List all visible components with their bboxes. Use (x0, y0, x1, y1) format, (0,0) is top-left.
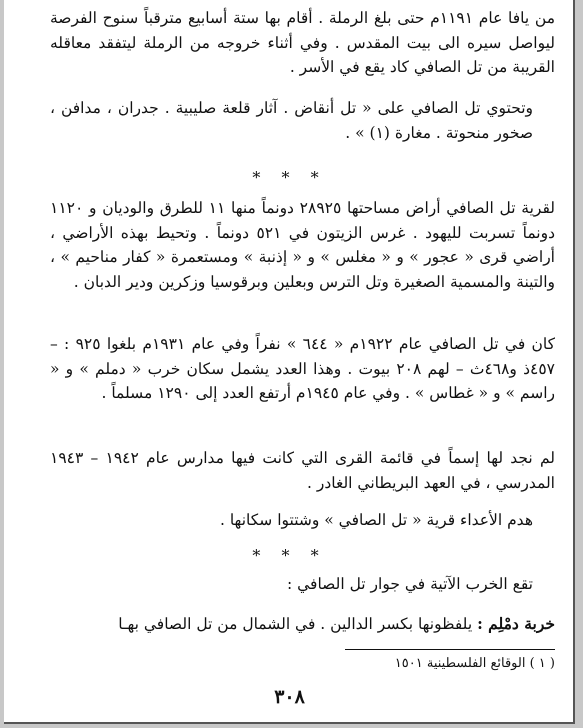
paragraph-5-text: لم نجد لها إسماً في قائمة القرى التي كانت فيها مدارس عام ١٩٤٢ – ١٩٤٣ المدرسي ، في العهد البريطاني الغادر . (50, 449, 555, 492)
ruin-name-heading: خربة دمْلِم : (477, 614, 555, 633)
paragraph-7-text: تقع الخرب الآتية في جوار تل الصافي : (286, 575, 533, 593)
paragraph-4 (50, 332, 555, 406)
paragraph-3 (50, 196, 555, 294)
ruin-description: يلفظونها بكسر الدالين . في الشمال من تل الصافي بهـا (118, 615, 478, 633)
paragraph-2-text: وتحتوي تل الصافي على « تل أنقاض . آثار قلعة صليبية . جدران ، مدافن ، صخور منحوتة . مغارة (١) » . (50, 99, 533, 142)
paragraph-8 (50, 612, 555, 637)
paragraph-4-text: كان في تل الصافي عام ١٩٢٢م « ٦٤٤ » نفراً وفي عام ١٩٣١م بلغوا ٩٢٥ : – ٤٥٧ذ و٤٦٨ث – لهم ٢٠٨ بيوت . وهذا العدد يشمل سكان خرب « دملم » و « راسم » و « غطاس » . وفي عام ١٩٤٥م أرتفع العدد إلى ١٢٩٠ مسلماً . (50, 335, 556, 402)
section-separator-2: * * * (252, 546, 327, 565)
paragraph-1 (50, 6, 555, 80)
page-number: ٣٠٨ (274, 686, 305, 708)
paragraph-3-text: لقرية تل الصافي أراض مساحتها ٢٨٩٢٥ دونماً منها ١١ للطرق والوديان و ١١٢٠ دونماً تسربت لليهود . غرس الزيتون في ٥٢١ دونماً . وتحيط بهذه الأراضي ، أراضي قرى « عجور » و « مغلس » و « إذنبة » ومستعمرة « كفار مناحيم » ، والتينة والمسمية الصغيرة وتل الترس وبعلين وبرقوسيا وزكرين ودير الدبان . (50, 199, 556, 291)
section-separator-1: * * * (252, 168, 327, 187)
paragraph-1-text: من يافا عام ١١٩١م حتى بلغ الرملة . أقام بها ستة أسابيع مترقباً سنوح الفرصة ليواصل سيره الى بيت المقدس . وفي أثناء خروجه من الرملة ليتفقد معاقله القريبة من تل الصافي كاد يقع في الأسر . (50, 9, 555, 76)
paragraph-6 (50, 508, 555, 533)
footnote-divider (345, 649, 555, 650)
footnote-1: ( ١ ) الوقائع الفلسطينية ١٥٠١ (394, 656, 555, 671)
paragraph-2 (50, 96, 555, 145)
paragraph-6-text: هدم الأعداء قرية « تل الصافي » وشتتوا سكانها . (219, 511, 533, 529)
paragraph-7 (50, 572, 555, 597)
paragraph-5 (50, 446, 555, 495)
paragraph-8-text (50, 612, 555, 637)
book-page (4, 0, 575, 724)
